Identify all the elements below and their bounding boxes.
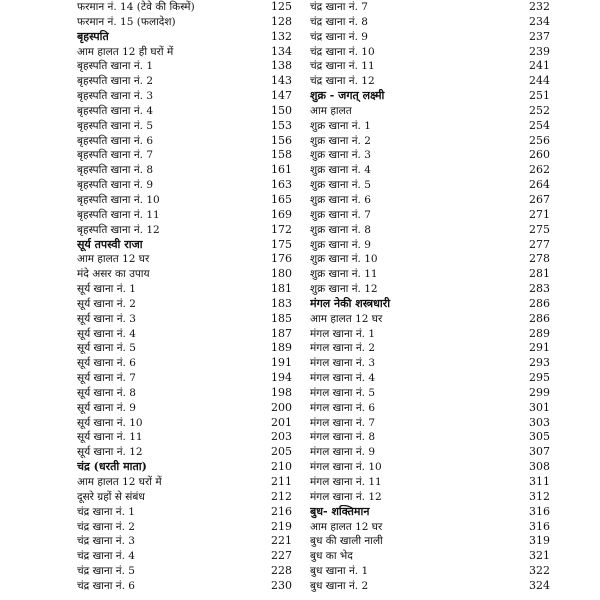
toc-entry [304, 238, 600, 253]
toc-entry [0, 416, 292, 431]
toc-entry-title: शुक्र खाना नं. 8 [310, 223, 371, 236]
toc-entry [304, 30, 600, 45]
toc-entry-page-number: 172 [271, 222, 292, 236]
toc-entry-title: मंदे असर का उपाय [77, 268, 150, 281]
toc-entry-title: चंद्र (धरती माता) [77, 460, 147, 474]
toc-entry-page-number: 264 [529, 178, 550, 192]
toc-entry-title: दूसरे ग्रहों से संबंध [77, 490, 145, 503]
toc-entry-title: चंद्र खाना नं. 12 [310, 75, 375, 88]
toc-entry-title: मंगल खाना नं. 9 [310, 446, 376, 459]
toc-entry-title: चंद्र खाना नं. 10 [310, 45, 375, 58]
toc-entry-page-number: 158 [271, 148, 292, 162]
toc-entry [304, 341, 600, 356]
toc-entry-page-number: 278 [529, 252, 550, 266]
toc-entry-page-number: 277 [529, 237, 550, 251]
toc-entry-page-number: 293 [529, 356, 550, 370]
toc-entry [304, 119, 600, 134]
toc-entry-page-number: 311 [529, 475, 550, 488]
toc-entry [0, 341, 292, 356]
toc-entry [0, 579, 292, 594]
toc-entry-title: बृहस्पति खाना नं. 11 [77, 208, 160, 221]
toc-entry [0, 564, 292, 579]
toc-entry-title: चंद्र खाना नं. 7 [310, 1, 368, 13]
toc-entry-page-number: 324 [529, 578, 550, 592]
toc-entry [0, 371, 292, 386]
toc-entry-page-number: 156 [271, 133, 292, 147]
toc-entry-page-number: 244 [529, 74, 550, 88]
toc-entry [304, 475, 600, 490]
toc-entry [0, 45, 292, 60]
toc-entry-page-number: 319 [529, 534, 550, 548]
toc-entry [304, 178, 600, 193]
toc-entry [304, 74, 600, 89]
toc-entry-page-number: 281 [529, 267, 550, 281]
toc-entry [0, 520, 292, 535]
toc-entry [0, 193, 292, 208]
toc-entry-title: सूर्य खाना नं. 1 [77, 283, 136, 296]
toc-entry-title: मंगल खाना नं. 7 [310, 416, 376, 429]
toc-entry [304, 460, 600, 475]
toc-entry-title: मंगल खाना नं. 1 [310, 327, 376, 340]
toc-entry-title: सूर्य खाना नं. 6 [77, 357, 136, 370]
toc-entry-title: मंगल खाना नं. 4 [310, 372, 376, 385]
toc-entry-title: शुक्र खाना नं. 3 [310, 149, 371, 162]
toc-entry-title: चंद्र खाना नं. 8 [310, 15, 368, 28]
toc-entry-title: सूर्य खाना नं. 5 [77, 342, 136, 355]
toc-entry [0, 74, 292, 89]
toc-entry [0, 327, 292, 342]
toc-entry-page-number: 251 [529, 89, 550, 103]
toc-section-heading [0, 460, 292, 475]
toc-entry [0, 252, 292, 267]
toc-entry [304, 430, 600, 445]
toc-entry-title: चंद्र खाना नं. 3 [77, 535, 135, 548]
toc-entry [0, 178, 292, 193]
toc-entry-page-number: 181 [271, 282, 292, 296]
toc-entry-title: बुध- शक्तिमान [310, 504, 370, 518]
toc-entry-page-number: 198 [271, 385, 292, 399]
toc-entry-page-number: 316 [529, 504, 550, 518]
toc-section-heading [0, 238, 292, 253]
toc-entry-page-number: 212 [271, 489, 292, 503]
toc-entry-title: मंगल खाना नं. 6 [310, 401, 376, 414]
toc-entry-title: आम हालत 12 घर [310, 312, 383, 325]
toc-entry [304, 252, 600, 267]
toc-entry-title: बृहस्पति [77, 29, 109, 43]
toc-entry-page-number: 183 [271, 296, 292, 310]
toc-entry-page-number: 132 [271, 29, 292, 43]
toc-entry-title: आम हालत 12 घरों में [77, 476, 162, 488]
toc-entry-page-number: 295 [529, 371, 550, 385]
toc-entry [304, 134, 600, 149]
toc-entry [304, 193, 600, 208]
toc-entry [304, 59, 600, 74]
toc-entry-page-number: 271 [529, 207, 550, 221]
toc-entry [0, 134, 292, 149]
toc-entry-page-number: 239 [529, 44, 550, 58]
toc-entry [0, 163, 292, 178]
toc-entry-page-number: 189 [271, 341, 292, 355]
toc-entry [0, 282, 292, 297]
toc-entry-title: बृहस्पति खाना नं. 6 [77, 134, 154, 147]
toc-entry [0, 267, 292, 282]
toc-entry [0, 549, 292, 564]
toc-entry-page-number: 299 [529, 385, 550, 399]
toc-entry [304, 148, 600, 163]
toc-entry-page-number: 200 [271, 400, 292, 414]
toc-entry [0, 89, 292, 104]
toc-entry [0, 445, 292, 460]
toc-entry-page-number: 286 [529, 296, 550, 310]
toc-entry [304, 312, 600, 327]
toc-entry-title: बुध का भेद [310, 550, 353, 563]
toc-entry-page-number: 301 [529, 400, 550, 414]
toc-entry-page-number: 260 [529, 148, 550, 162]
toc-right-column [304, 0, 600, 594]
toc-entry-title: आम हालत 12 ही घरों में [77, 45, 174, 58]
toc-entry-title: शुक्र खाना नं. 6 [310, 193, 371, 206]
toc-entry-page-number: 153 [271, 118, 292, 132]
toc-entry-page-number: 216 [271, 504, 292, 518]
toc-entry-page-number: 237 [529, 29, 550, 43]
toc-entry-title: चंद्र खाना नं. 2 [77, 520, 135, 533]
toc-entry-page-number: 254 [529, 118, 550, 132]
toc-entry-title: आम हालत 12 घर [77, 253, 150, 266]
toc-entry-title: मंगल खाना नं. 2 [310, 342, 376, 355]
toc-entry-page-number: 321 [529, 549, 550, 563]
toc-entry-page-number: 267 [529, 192, 550, 206]
toc-section-heading [304, 297, 600, 312]
toc-entry-page-number: 275 [529, 222, 550, 236]
toc-entry-page-number: 211 [271, 475, 292, 488]
toc-entry [0, 490, 292, 505]
toc-entry-title: चंद्र खाना नं. 9 [310, 30, 368, 43]
toc-entry-page-number: 175 [271, 237, 292, 251]
toc-entry [0, 0, 292, 15]
toc-entry-title: शुक्र खाना नं. 10 [310, 253, 378, 266]
toc-entry-page-number: 322 [529, 564, 550, 578]
toc-entry-title: बुध की खाली नाली [310, 535, 383, 548]
toc-entry-title: बृहस्पति खाना नं. 5 [77, 119, 154, 132]
toc-entry-title: शुक्र खाना नं. 1 [310, 119, 371, 132]
toc-entry [304, 45, 600, 60]
toc-entry [304, 401, 600, 416]
toc-entry [304, 549, 600, 564]
toc-entry-page-number: 134 [271, 44, 292, 58]
toc-entry-page-number: 147 [271, 89, 292, 103]
toc-entry [304, 490, 600, 505]
toc-entry-title: बृहस्पति खाना नं. 3 [77, 90, 154, 103]
toc-entry-title: बृहस्पति खाना नं. 10 [77, 193, 160, 206]
toc-entry-title: शुक्र खाना नं. 5 [310, 179, 371, 192]
toc-entry [0, 223, 292, 238]
toc-entry [304, 564, 600, 579]
toc-entry-title: चंद्र खाना नं. 6 [77, 579, 135, 592]
toc-entry-title: मंगल खाना नं. 3 [310, 357, 376, 370]
toc-entry-title: चंद्र खाना नं. 4 [77, 550, 135, 563]
toc-entry [0, 15, 292, 30]
toc-left-column [0, 0, 292, 594]
toc-entry-title: मंगल नेकी शस्त्रधारी [310, 296, 391, 310]
toc-entry [0, 148, 292, 163]
toc-entry-title: शुक्र खाना नं. 9 [310, 238, 371, 251]
toc-entry-title: चंद्र खाना नं. 1 [77, 505, 135, 518]
toc-entry [0, 312, 292, 327]
toc-entry-title: शुक्र - जगत् लक्ष्मी [310, 89, 385, 103]
toc-entry-page-number: 191 [271, 356, 292, 370]
toc-entry-page-number: 303 [529, 415, 550, 429]
toc-entry-title: बृहस्पति खाना नं. 4 [77, 104, 154, 117]
toc-entry-page-number: 256 [529, 133, 550, 147]
toc-entry-page-number: 221 [271, 534, 292, 548]
toc-entry-title: बृहस्पति खाना नं. 8 [77, 164, 154, 177]
toc-entry-title: सूर्य तपस्वी राजा [77, 237, 143, 251]
toc-entry-page-number: 262 [529, 163, 550, 177]
toc-entry-page-number: 203 [271, 430, 292, 444]
toc-entry [0, 297, 292, 312]
toc-entry-page-number: 289 [529, 326, 550, 340]
toc-entry [304, 386, 600, 401]
toc-entry [304, 579, 600, 594]
toc-entry-title: सूर्य खाना नं. 10 [77, 416, 143, 429]
toc-entry-page-number: 230 [271, 578, 292, 592]
toc-entry-title: सूर्य खाना नं. 3 [77, 312, 136, 325]
toc-entry [304, 416, 600, 431]
toc-entry-page-number: 286 [529, 311, 550, 325]
toc-entry [0, 356, 292, 371]
toc-entry-page-number: 163 [271, 178, 292, 192]
toc-entry-title: बृहस्पति खाना नं. 9 [77, 179, 154, 192]
toc-entry [304, 534, 600, 549]
toc-entry-page-number: 165 [271, 192, 292, 206]
toc-entry-title: शुक्र खाना नं. 7 [310, 208, 371, 221]
toc-entry-page-number: 128 [271, 14, 292, 28]
toc-entry-title: मंगल खाना नं. 8 [310, 431, 376, 444]
toc-entry [304, 208, 600, 223]
toc-entry-page-number: 138 [271, 59, 292, 73]
toc-entry-page-number: 219 [271, 519, 292, 533]
toc-entry-page-number: 187 [271, 326, 292, 340]
toc-entry-page-number: 205 [271, 445, 292, 459]
toc-entry-title: सूर्य खाना नं. 9 [77, 401, 136, 414]
toc-entry [304, 282, 600, 297]
toc-entry-page-number: 143 [271, 74, 292, 88]
toc-entry-title: फरमान नं. 15 (फलादेश) [77, 15, 176, 28]
toc-entry-page-number: 161 [271, 163, 292, 177]
toc-entry-page-number: 194 [271, 371, 292, 385]
toc-section-heading [304, 89, 600, 104]
toc-entry [0, 59, 292, 74]
toc-entry-title: शुक्र खाना नं. 12 [310, 283, 378, 296]
toc-entry-page-number: 305 [529, 430, 550, 444]
toc-entry-page-number: 291 [529, 341, 550, 355]
toc-entry-title: चंद्र खाना नं. 5 [77, 565, 135, 578]
toc-entry [304, 267, 600, 282]
toc-entry-page-number: 150 [271, 103, 292, 117]
toc-entry-page-number: 176 [271, 252, 292, 266]
toc-entry [0, 119, 292, 134]
toc-entry-page-number: 210 [271, 460, 292, 474]
toc-entry-page-number: 234 [529, 14, 550, 28]
toc-entry [0, 104, 292, 119]
toc-entry [0, 386, 292, 401]
toc-entry [304, 520, 600, 535]
toc-entry-page-number: 228 [271, 564, 292, 578]
toc-entry [304, 445, 600, 460]
toc-entry-page-number: 180 [271, 267, 292, 281]
toc-entry-page-number: 169 [271, 207, 292, 221]
toc-entry [0, 475, 292, 490]
toc-entry-title: बृहस्पति खाना नं. 1 [77, 60, 154, 73]
toc-entry [0, 505, 292, 520]
toc-entry-page-number: 308 [529, 460, 550, 474]
toc-entry [0, 208, 292, 223]
toc-entry-page-number: 316 [529, 519, 550, 533]
toc-entry-title: मंगल खाना नं. 5 [310, 386, 376, 399]
toc-entry [0, 401, 292, 416]
toc-entry-title: बुध खाना नं. 1 [310, 565, 369, 578]
toc-entry-page-number: 201 [271, 415, 292, 429]
toc-entry-title: शुक्र खाना नं. 4 [310, 164, 371, 177]
toc-entry-title: सूर्य खाना नं. 4 [77, 327, 136, 340]
toc-entry [304, 371, 600, 386]
toc-entry-title: शुक्र खाना नं. 2 [310, 134, 371, 147]
toc-entry-title: मंगल खाना नं. 11 [310, 476, 382, 488]
toc-entry-title: शुक्र खाना नं. 11 [310, 268, 378, 281]
toc-section-heading [0, 30, 292, 45]
toc-entry-page-number: 312 [529, 489, 550, 503]
toc-entry [304, 104, 600, 119]
toc-entry-title: फरमान नं. 14 (टेवे की किस्में) [77, 1, 195, 13]
toc-entry-title: चंद्र खाना नं. 11 [310, 60, 375, 73]
toc-entry-page-number: 307 [529, 445, 550, 459]
toc-entry-title: बृहस्पति खाना नं. 12 [77, 223, 160, 236]
toc-entry [304, 0, 600, 15]
toc-entry-title: सूर्य खाना नं. 2 [77, 297, 136, 310]
toc-entry [304, 15, 600, 30]
toc-entry-page-number: 232 [529, 0, 550, 13]
toc-section-heading [304, 505, 600, 520]
toc-entry-title: सूर्य खाना नं. 11 [77, 431, 143, 444]
toc-entry [304, 163, 600, 178]
toc-entry-page-number: 125 [271, 0, 292, 13]
toc-entry-title: बृहस्पति खाना नं. 2 [77, 75, 154, 88]
toc-entry-page-number: 227 [271, 549, 292, 563]
toc-entry [304, 356, 600, 371]
toc-entry-title: सूर्य खाना नं. 8 [77, 386, 136, 399]
toc-entry [0, 430, 292, 445]
toc-entry-page-number: 241 [529, 59, 550, 73]
toc-entry-title: आम हालत [310, 104, 352, 117]
toc-entry [0, 534, 292, 549]
toc-entry-page-number: 185 [271, 311, 292, 325]
toc-entry-title: बृहस्पति खाना नं. 7 [77, 149, 154, 162]
toc-entry-page-number: 283 [529, 282, 550, 296]
toc-entry-title: सूर्य खाना नं. 7 [77, 372, 136, 385]
toc-entry [304, 327, 600, 342]
toc-entry-title: मंगल खाना नं. 10 [310, 461, 382, 474]
toc-entry [304, 223, 600, 238]
toc-entry-title: सूर्य खाना नं. 12 [77, 446, 143, 459]
toc-entry-title: मंगल खाना नं. 12 [310, 490, 382, 503]
toc-entry-title: बुध खाना नं. 2 [310, 579, 369, 592]
toc-entry-page-number: 252 [529, 103, 550, 117]
toc-entry-title: आम हालत 12 घर [310, 520, 383, 533]
